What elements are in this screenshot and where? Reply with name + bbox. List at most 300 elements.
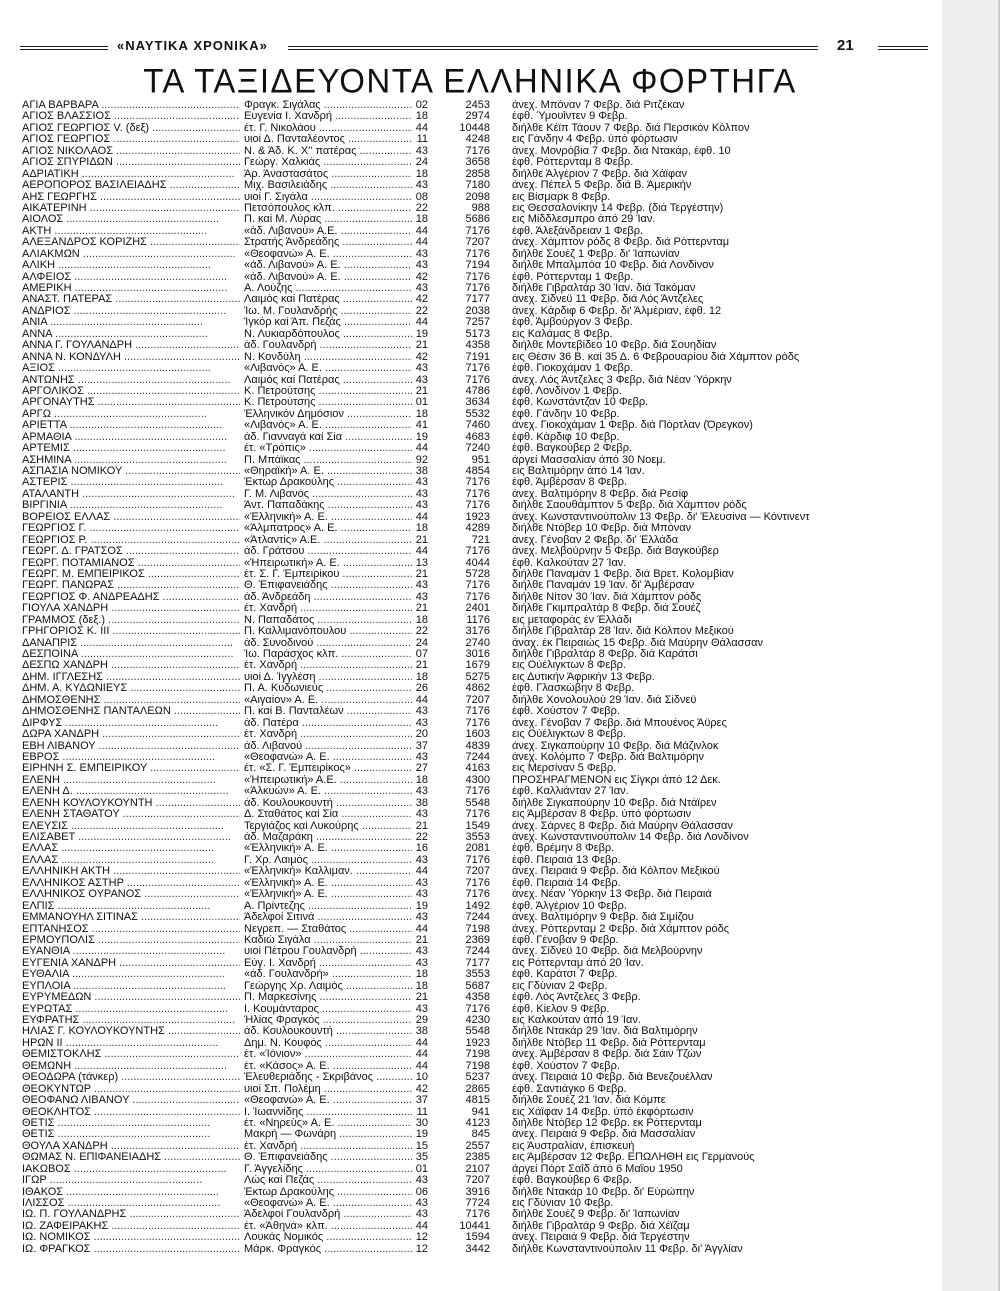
tonnage: 5173: [465, 328, 490, 340]
position: διήλθε Παναμάν 19 Ίαν. δι' Άμβέρσαν: [512, 580, 695, 592]
owner-name: Έλληνικόν Δημόσιον .....: [244, 409, 412, 420]
ship-name: ΕΜΜΑΝΟΥΗΛ ΣΙΤΙΝΑΣ .....: [22, 912, 240, 923]
list-item: [22, 912, 942, 923]
year: 43: [415, 1209, 428, 1221]
position: έφθ. Κωνστάντζαν 10 Φεβρ.: [512, 397, 649, 409]
tonnage: 4123: [465, 1117, 490, 1129]
year: 92: [415, 454, 428, 466]
list-item: [22, 809, 942, 820]
owner-name: άδ. Λιβανού .....: [244, 741, 412, 752]
position: άνεχ. Σάρνες 8 Φεβρ. διά Μαύρην Θάλασσαν: [512, 820, 733, 832]
year: 19: [415, 1129, 428, 1141]
list-item: [22, 558, 942, 569]
owner-name: «Έλληνική» Α. Ε. .....: [244, 889, 412, 900]
year: 44: [415, 1037, 428, 1049]
owner-name: Ήλίας Φραγκός .....: [244, 1015, 412, 1026]
position: άνεχ. Κολόμπο 7 Φεβρ. διά Βαλτιμόρην: [512, 751, 705, 763]
ship-name: ΒΙΡΓΙΝΙΑ .....: [22, 500, 240, 511]
year: 20: [415, 729, 428, 741]
list-item: [22, 855, 942, 866]
position: εις Άυστραλίαν, έπισκευή: [512, 1140, 635, 1152]
tonnage: 7177: [465, 294, 490, 306]
tonnage: 988: [471, 202, 490, 214]
ship-name: ΕΛΛΗΝΙΚΗ ΑΚΤΗ .....: [22, 866, 240, 877]
ship-name: ΓΙΟΥΛΑ ΧΑΝΔΡΗ .....: [22, 603, 240, 614]
position: έφθ. Κάρδιφ 10 Φεβρ.: [512, 431, 620, 443]
list-item: [22, 1084, 942, 1095]
tonnage: 4786: [465, 385, 490, 397]
tonnage: 1923: [465, 1037, 490, 1049]
tonnage: 7198: [465, 1060, 490, 1072]
owner-name: Π. Α. Κυδωνιεύς .....: [244, 683, 412, 694]
position: ΠΡΟΣΗΡΑΓΜΕΝΟΝ εις Σίγκρι άπό 12 Δεκ.: [512, 774, 721, 786]
tonnage: 3442: [465, 1243, 490, 1255]
list-item: [22, 1198, 942, 1209]
owner-name: Θ. Έπιφανειάδης .....: [244, 1152, 412, 1163]
year: 01: [415, 397, 428, 409]
position: εις Βαλτιμόρην άπό 14 Ίαν.: [512, 466, 645, 477]
position: διήλθε Ντόβερ 10 Φεβρ. διά Μπόναν: [512, 523, 692, 535]
list-item: [22, 375, 942, 386]
owner-name: Άδελφοί Σιτινά .....: [244, 912, 412, 923]
year: 18: [415, 969, 428, 981]
year: 01: [415, 1163, 428, 1175]
tonnage: 4163: [465, 763, 490, 775]
owner-name: «Λιβανός» Α. Ε. .....: [244, 420, 412, 431]
position: διήλθε Σιγκαπούρην 10 Φεβρ. διά Ντάϊρεν: [512, 797, 717, 809]
tonnage: 5532: [465, 408, 490, 420]
list-item: [22, 706, 942, 717]
year: 43: [415, 283, 428, 294]
tonnage: 2865: [465, 1083, 490, 1095]
tonnage: 7176: [465, 363, 490, 375]
year: 21: [415, 992, 428, 1004]
list-item: [22, 283, 942, 294]
year: 10: [415, 1072, 428, 1084]
list-item: [22, 363, 942, 374]
list-item: [22, 878, 942, 889]
owner-name: Ευγενία Ι. Χανδρή .....: [244, 111, 412, 122]
list-item: [22, 866, 942, 877]
list-item: [22, 1107, 942, 1118]
ship-name: ΑΝΝΑ Ν. ΚΟΝΔΥΛΗ .....: [22, 352, 240, 363]
ship-name: ΙΘΑΚΟΣ .....: [22, 1187, 240, 1198]
year: 35: [415, 1152, 428, 1164]
position: εις Χάϊφαν 14 Φεβρ. ύπό έκφόρτωσιν: [512, 1106, 694, 1118]
list-item: [22, 786, 942, 797]
position: εις Καλάμας 8 Φεβρ.: [512, 328, 613, 340]
year: 43: [415, 591, 428, 603]
ship-name: ΔΗΜ. ΙΓΓΛΕΣΗΣ .....: [22, 672, 240, 683]
ship-name: ΕΛΕΝΗ .....: [22, 775, 240, 786]
owner-name: Γ. Άγγελίδης .....: [244, 1164, 412, 1175]
position: άνεχ. Σίδνεϋ 11 Φεβρ. διά Λός Άντζελες: [512, 294, 704, 306]
tonnage: 3176: [465, 626, 490, 638]
ship-name: ΓΕΩΡΓΙΟΣ Ρ. .....: [22, 535, 240, 546]
ship-name: ΕΛΠΙΣ .....: [22, 901, 240, 912]
page-header: [20, 37, 910, 57]
year: 19: [415, 431, 428, 443]
owner-name: «Έλληνική» Α. Ε. .....: [244, 843, 412, 854]
list-item: [22, 420, 942, 431]
position: διήλθε Παναμάν 1 Φεβρ. διά Βρετ. Κολομβίαν: [512, 568, 734, 580]
ship-name: ΕΥΠΛΟΙΑ .....: [22, 981, 240, 992]
list-item: [22, 1164, 942, 1175]
year: 43: [415, 889, 428, 901]
position: διήλθε Γιβραλτάρ 9 Φεβρ. διά Χέϊζαμ: [512, 1220, 690, 1232]
ship-name: ΙΩ. ΦΡΑΓΚΟΣ .....: [22, 1244, 240, 1255]
ship-name: ΑΝΝΑ Γ. ΓΟΥΛΑΝΔΡΗ .....: [22, 340, 240, 351]
year: 44: [415, 866, 428, 878]
ship-name: ΑΛΙΑΚΜΩΝ .....: [22, 249, 240, 260]
ship-name: ΕΠΤΑΝΗΣΟΣ .....: [22, 924, 240, 935]
owner-name: «Άτλαντίς» Α.Ε. .....: [244, 535, 412, 546]
tonnage: 3634: [465, 397, 490, 409]
list-item: [22, 843, 942, 854]
ship-name: ΑΓΙΟΣ ΣΠΥΡΙΔΩΝ .....: [22, 157, 240, 168]
year: 43: [415, 180, 428, 192]
ship-name: ΑΣΠΑΣΙΑ ΝΟΜΙΚΟΥ .....: [22, 466, 240, 477]
tonnage: 7176: [465, 591, 490, 603]
tonnage: 7176: [465, 809, 490, 821]
ship-name: ΕΒΡΟΣ .....: [22, 752, 240, 763]
ship-name: ΙΑΚΩΒΟΣ .....: [22, 1164, 240, 1175]
year: 37: [415, 1095, 428, 1107]
list-item: [22, 340, 942, 351]
owner-name: Μιχ. Βασιλειάδης .....: [244, 180, 412, 191]
ship-name: ΑΗΣ ΓΕΩΡΓΗΣ .....: [22, 192, 240, 203]
ship-name: ΓΕΩΡΓ. ΠΑΝΩΡΑΣ .....: [22, 580, 240, 591]
ship-name: ΑΓΙΟΣ ΓΕΩΡΓΙΟΣ .....: [22, 134, 240, 145]
owner-name: «Έλληνική» Α. Ε. .....: [244, 512, 412, 523]
list-item: [22, 214, 942, 225]
owner-name: «Άλκυών» Α. Ε. .....: [244, 786, 412, 797]
position: διήλθε Μοντεβίδεο 10 Φεβρ. διά Σουηδίαν: [512, 340, 717, 352]
position: έφθ. Βαγκούβερ 6 Φεβρ.: [512, 1175, 633, 1187]
ship-name: ΓΕΩΡΓΙΟΣ Γ. .....: [22, 523, 240, 534]
position: εις Άμβέρσαν 8 Φεβρ. ύπό φόρτωσιν: [512, 809, 692, 821]
ship-name: ΕΥΘΑΛΙΑ .....: [22, 969, 240, 980]
tonnage: 7176: [465, 889, 490, 901]
ship-name: ΑΝΔΡΙΟΣ .....: [22, 306, 240, 317]
tonnage: 10441: [459, 1220, 490, 1232]
tonnage: 3553: [465, 832, 490, 843]
tonnage: 7240: [465, 443, 490, 455]
tonnage: 7176: [465, 271, 490, 283]
year: 44: [415, 443, 428, 455]
tonnage: 7244: [465, 912, 490, 924]
list-item: [22, 157, 942, 168]
year: 16: [415, 843, 428, 855]
owner-name: Ίγκόρ καί Άπ. Πεζάς .....: [244, 317, 412, 328]
list-item: [22, 626, 942, 637]
tonnage: 721: [471, 534, 490, 546]
ship-name: ΕΥΓΕΝΙΑ ΧΑΝΔΡΗ .....: [22, 958, 240, 969]
owner-name: έτ. Γ. Νικολάου .....: [244, 123, 412, 134]
year: 37: [415, 740, 428, 752]
owner-name: Π. καί Β. Πανταλέων .....: [244, 706, 412, 717]
owner-name: άδ. Γουλανδρή .....: [244, 340, 412, 351]
ship-name: ΑΓΙΟΣ ΒΛΑΣΣΙΟΣ .....: [22, 111, 240, 122]
year: 11: [416, 1106, 428, 1118]
list-item: [22, 763, 942, 774]
owner-name: υιοί Σπ. Πολέμη .....: [244, 1084, 412, 1095]
position: έφθ. Χούστον 7 Φεβρ.: [512, 706, 620, 718]
owner-name: Γ. Μ. Λιβανός .....: [244, 489, 412, 500]
list-item: [22, 672, 942, 683]
year: 13: [415, 557, 428, 569]
owner-name: άδ. Γιανναγά καί Σία .....: [244, 432, 412, 443]
year: 43: [415, 248, 428, 260]
position: άνεχ. Πειραιά 10 Φεβρ. διά Βενεζουέλλαν: [512, 1072, 713, 1084]
tonnage: 7176: [465, 145, 490, 157]
position: άργεί Πόρτ Σαΐδ άπό 6 Μαΐου 1950: [512, 1163, 683, 1175]
owner-name: Έκτωρ Δρακούλης .....: [244, 1187, 412, 1198]
ship-name: ΙΩ. ΖΑΦΕΙΡΑΚΗΣ .....: [22, 1221, 240, 1232]
list-item: [22, 535, 942, 546]
list-item: [22, 889, 942, 900]
owner-name: Δημ. Ν. Κουφός .....: [244, 1038, 412, 1049]
year: 06: [415, 1186, 428, 1198]
year: 43: [415, 809, 428, 821]
year: 43: [415, 477, 428, 489]
year: 21: [415, 568, 428, 580]
ship-name: ΑΓΙΟΣ ΝΙΚΟΛΑΟΣ .....: [22, 146, 240, 157]
year: 21: [415, 534, 428, 546]
ship-name: ΙΩ. ΝΟΜΙΚΟΣ .....: [22, 1232, 240, 1243]
owner-name: έτ. «Σ. Γ. Έμπειρίκος» .....: [244, 763, 412, 774]
list-item: [22, 832, 942, 843]
owner-name: «άδ. Λιβανού» Α. Ε. .....: [244, 272, 412, 283]
position: άνεχ. Μπόναν 7 Φεβρ. διά Ριτζέκαν: [512, 100, 685, 111]
ship-name: ΓΕΩΡΓ. Μ. ΕΜΠΕΙΡΙΚΟΣ .....: [22, 569, 240, 580]
owner-name: Στρατής Άνδρεάδης .....: [244, 237, 412, 248]
tonnage: 7176: [465, 225, 490, 237]
tonnage: 4839: [465, 740, 490, 752]
owner-name: Γ. Χρ. Λαιμός .....: [244, 855, 412, 866]
tonnage: 7176: [465, 854, 490, 866]
tonnage: 7198: [465, 923, 490, 935]
list-item: [22, 249, 942, 260]
year: 18: [415, 168, 428, 180]
position: εις Γδύνιαν 2 Φεβρ.: [512, 980, 608, 992]
position: έφθ. Άμβέρσαν 8 Φεβρ.: [512, 477, 628, 489]
year: 43: [415, 751, 428, 763]
tonnage: 7176: [465, 500, 490, 512]
year: 21: [415, 603, 428, 615]
position: διήλθε Ντόβερ 12 Φεβρ. εκ Ρόττερνταμ: [512, 1117, 702, 1129]
ship-name: ΓΕΩΡΓ. Δ. ΓΡΑΤΣΟΣ .....: [22, 546, 240, 557]
ship-name: ΑΚΤΗ .....: [22, 226, 240, 237]
year: 44: [415, 1049, 428, 1061]
year: 42: [415, 294, 428, 306]
ship-name: ΘΕΜΙΣΤΟΚΛΗΣ .....: [22, 1049, 240, 1060]
list-item: [22, 924, 942, 935]
ship-name: ΙΛΙΣΣΟΣ .....: [22, 1198, 240, 1209]
year: 44: [415, 546, 428, 558]
ship-name: ΑΓΙΑ ΒΑΡΒΑΡΑ .....: [22, 100, 240, 111]
owner-name: υιοί Πέτρου Γουλανδρή .....: [244, 946, 412, 957]
owner-name: έτ. Χανδρή .....: [244, 1141, 412, 1152]
year: 43: [415, 500, 428, 512]
year: 21: [415, 660, 428, 672]
owner-name: Έλευθεριάδης - Σκριβάνος .....: [244, 1072, 412, 1083]
owner-name: «άδ. Γουλανδρή» .....: [244, 969, 412, 980]
position: έφθ. Άλεξάνδρειαν 1 Φεβρ.: [512, 225, 644, 237]
owner-name: έτ. «Ίόνιον» .....: [244, 1049, 412, 1060]
position: άνεχ. Πειραιά 9 Φεβρ. διά Μασσαλίαν: [512, 1129, 696, 1141]
header-rule-left: [20, 46, 108, 50]
year: 43: [415, 1003, 428, 1015]
owner-name: Ίω. Παράσχος κλπ. .....: [244, 649, 412, 660]
owner-name: Κ. Πετρούτσης .....: [244, 386, 412, 397]
position: έφθ. Σαντιάγκο 6 Φεβρ.: [512, 1083, 627, 1095]
year: 08: [415, 191, 428, 203]
tonnage: 3553: [465, 969, 490, 981]
position: έφθ. Γένοβαν 9 Φεβρ.: [512, 934, 619, 946]
ship-name: ΔΑΝΑΠΡΙΣ .....: [22, 638, 240, 649]
owner-name: Θ. Έπιφανειάδης .....: [244, 580, 412, 591]
year: 43: [415, 946, 428, 958]
tonnage: 2453: [465, 100, 490, 111]
tonnage: 2369: [465, 934, 490, 946]
owner-name: άδ. Συνοδινού .....: [244, 638, 412, 649]
tonnage: 2081: [465, 843, 490, 855]
ship-name: ΑΡΓΟΝΑΥΤΗΣ .....: [22, 397, 240, 408]
position: άνεχ. Γένοβαν 7 Φεβρ. διά Μπουένος Άϋρες: [512, 717, 727, 729]
ship-name: ΗΡΩΝ ΙΙ .....: [22, 1038, 240, 1049]
owner-name: Ν. Παπαδάτος .....: [244, 615, 412, 626]
ship-name: ΔΕΣΠΟΙΝΑ .....: [22, 649, 240, 660]
owner-name: υιοί Δ. Ίγγλέση .....: [244, 672, 412, 683]
tonnage: 7176: [465, 580, 490, 592]
tonnage: 951: [471, 454, 490, 466]
tonnage: 7176: [465, 1003, 490, 1015]
position: άργεί Μασσαλίαν άπό 30 Νοεμ.: [512, 454, 666, 466]
ship-name: ΑΝΝΑ .....: [22, 329, 240, 340]
ship-name: ΑΡΙΕΤΤΑ .....: [22, 420, 240, 431]
owner-name: «άδ. Λιβανού» Α. Ε. .....: [244, 260, 412, 271]
list-item: [22, 546, 942, 557]
position: έφθ. Βαγκούβερ 2 Φεβρ.: [512, 443, 633, 455]
position: εις Μερσίναν 5 Φεβρ.: [512, 763, 617, 775]
ship-name: ΑΔΡΙΑΤΙΚΗ .....: [22, 169, 240, 180]
tonnage: 1492: [465, 900, 490, 912]
owner-name: «Ήπειρωτική» Α. Ε. .....: [244, 558, 412, 569]
owner-name: Μάρκ. Φραγκός .....: [244, 1244, 412, 1255]
owner-name: Λουκάς Νομικός .....: [244, 1232, 412, 1243]
position: άνεχ. Πειραιά 9 Φεβρ. διά Τεργέστην: [512, 1232, 690, 1244]
tonnage: 4300: [465, 774, 490, 786]
list-item: [22, 1026, 942, 1037]
position: διήλθε Σουέζ 21 Ίαν. διά Κόμπε: [512, 1095, 666, 1107]
owner-name: έτ. «Νηρεύς» Α. Ε. .....: [244, 1118, 412, 1129]
position: εις Μίδδλεσμπρο άπό 29 Ίαν.: [512, 214, 656, 226]
owner-name: «Θεοφανώ» Α. Ε. .....: [244, 1095, 412, 1106]
year: 43: [415, 488, 428, 500]
tonnage: 7176: [465, 717, 490, 729]
year: 15: [415, 1140, 428, 1152]
position: έφθ. Ρόττερνταμ 8 Φεβρ.: [512, 157, 634, 169]
ship-name: ΘΩΜΑΣ Ν. ΕΠΙΦΑΝΕΙΑΔΗΣ .....: [22, 1152, 240, 1163]
page-number: 21: [837, 37, 854, 54]
position: έφθ. Ύμουΐντεν 9 Φεβρ.: [512, 111, 628, 123]
position: άνεχ. Λός Άντζελες 3 Φεβρ. διά Νέαν Ύόρκην: [512, 374, 732, 386]
position: άνεχ. Σιγκαπούρην 10 Φεβρ. διά Μάζινλοκ: [512, 740, 719, 752]
ship-name: ΓΡΗΓΟΡΙΟΣ Κ. ΙΙΙ .....: [22, 626, 240, 637]
year: 18: [415, 111, 428, 123]
tonnage: 4358: [465, 340, 490, 352]
tonnage: 1679: [465, 660, 490, 672]
year: 42: [415, 1083, 428, 1095]
owner-name: «Θεοφανώ» Α. Ε. .....: [244, 1198, 412, 1209]
position: εις Ούέλιγκτων 8 Φεβρ.: [512, 660, 626, 672]
list-item: [22, 466, 942, 477]
position: διήλθε Ντακάρ 29 Ίαν. διά Βαλτιμόρην: [512, 1026, 698, 1038]
list-item: [22, 111, 942, 122]
list-item: [22, 1049, 942, 1060]
owner-name: άδ. Κουλουκουντή .....: [244, 798, 412, 809]
tonnage: 7176: [465, 283, 490, 294]
owner-name: έτ. «Τρόπις» .....: [244, 443, 412, 454]
ship-name: ΑΙΚΑΤΕΡΙΝΗ .....: [22, 203, 240, 214]
ship-name: ΕΛΛΑΣ .....: [22, 855, 240, 866]
header-rule-middle: [288, 46, 818, 50]
tonnage: 7191: [465, 351, 490, 363]
ship-name: ΕΛΕΝΗ ΚΟΥΛΟΥΚΟΥΝΤΗ .....: [22, 798, 240, 809]
year: 12: [415, 1243, 428, 1255]
year: 22: [415, 626, 428, 638]
tonnage: 7176: [465, 877, 490, 889]
tonnage: 4358: [465, 992, 490, 1004]
year: 18: [415, 408, 428, 420]
owner-name: Άντ. Παπαδάκης .....: [244, 500, 412, 511]
position: έφθ. Γάνδην 10 Φεβρ.: [512, 408, 620, 420]
list-item: [22, 397, 942, 408]
owner-name: Ν. & Άδ. Κ. Χ'' πατέρας .....: [244, 146, 412, 157]
year: 43: [415, 1175, 428, 1187]
ship-name: ΑΙΟΛΟΣ .....: [22, 214, 240, 225]
owner-name: Εύγ. Ι. Χανδρή .....: [244, 958, 412, 969]
ship-name: ΓΕΩΡΓ. ΠΟΤΑΜΙΑΝΟΣ .....: [22, 558, 240, 569]
ship-name: ΔΗΜΟΣΘΕΝΗΣ ΠΑΝΤΑΛΕΩΝ .....: [22, 706, 240, 717]
ship-name: ΕΛΕΥΣΙΣ .....: [22, 821, 240, 832]
position: διήλθε Γιβραλτάρ 8 Φεβρ. διά Καράτσι: [512, 649, 698, 660]
list-item: [22, 203, 942, 214]
list-item: [22, 1072, 942, 1083]
owner-name: Λαιμός καί Πατέρας .....: [244, 294, 412, 305]
list-item: [22, 226, 942, 237]
ship-name: ΕΙΡΗΝΗ Σ. ΕΜΠΕΙΡΙΚΟΥ .....: [22, 763, 240, 774]
owner-name: Πετσόπουλος κλπ. .....: [244, 203, 412, 214]
ship-name: ΕΛΛΗΝΙΚΟΣ ΑΣΤΗΡ .....: [22, 878, 240, 889]
tonnage: 4248: [465, 134, 490, 146]
position: έφθ. Πειραιά 14 Φεβρ.: [512, 877, 621, 889]
year: 43: [415, 580, 428, 592]
ship-name: ΗΛΙΑΣ Γ. ΚΟΥΛΟΥΚΟΥΝΤΗΣ .....: [22, 1026, 240, 1037]
ship-name: ΑΞΙΟΣ .....: [22, 363, 240, 374]
list-item: [22, 1187, 942, 1198]
year: 43: [415, 786, 428, 798]
tonnage: 7244: [465, 751, 490, 763]
list-item: [22, 580, 942, 591]
position: έφθ. Κίελον 9 Φεβρ.: [512, 1003, 610, 1015]
owner-name: Ι. Κουμάνταρος .....: [244, 1004, 412, 1015]
tonnage: 3658: [465, 157, 490, 169]
tonnage: 5237: [465, 1072, 490, 1084]
year: 42: [415, 351, 428, 363]
tonnage: 2385: [465, 1152, 490, 1164]
